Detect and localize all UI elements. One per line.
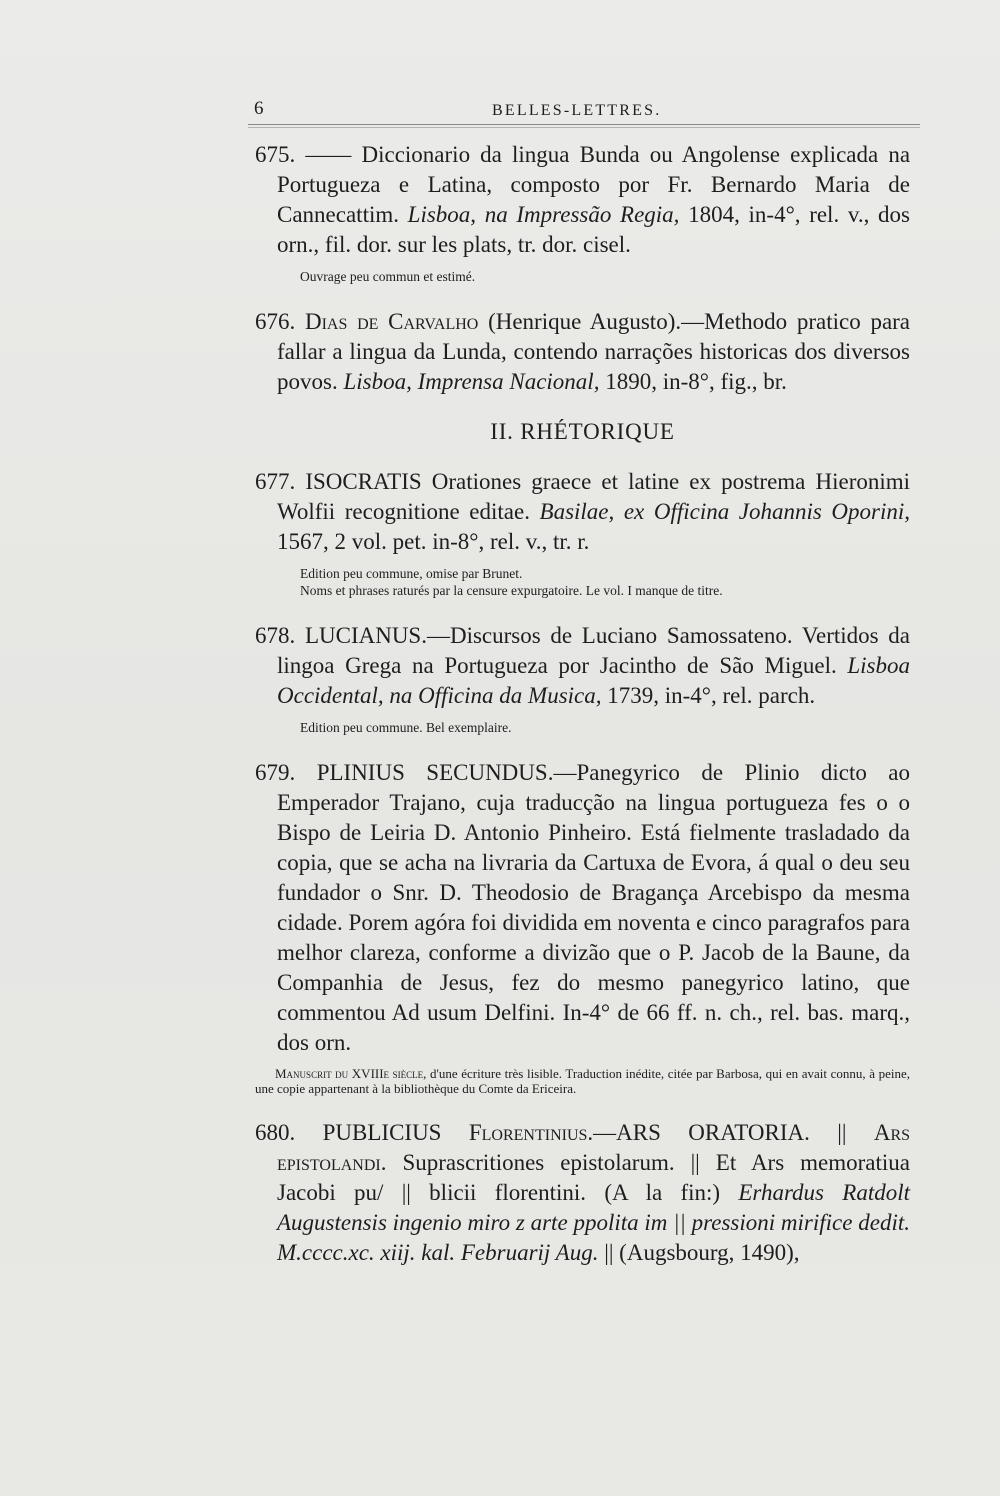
entry-679 [255,758,910,1096]
entry-number: 675 . [255,142,305,167]
section-title: II. RHÉTORIQUE [490,419,675,444]
entry-text [255,621,910,711]
entry-note: Edition peu commune. Bel exemplaire. [300,720,512,735]
entry-title: Diccionario da lingua Bunda ou Angolense explicada na Portugueza e Latina, composto por Fr. Bernardo Maria de Cannecattim. [277,142,911,227]
entry-note: Edition peu commune, omise par Brunet. [300,566,523,581]
entry-note: Ouvrage peu commun et estimé. [300,269,476,284]
entry-imprint: Lisboa, na Impressão Regia, [407,202,680,227]
entry-title: Orationes graece et latine ex postrema Hieronimi Wolfii recognitione editae. [277,469,911,524]
entry-author: PUBLICIUS [322,1120,442,1145]
entry-subtitle: Ars epistolandi. [277,1120,911,1175]
entry-number: 678 . [255,623,305,648]
entry-details: 1890, in-8°, fig., br. [605,369,787,394]
entry-note-text: d'une écriture très lisible. Traduction inédite, citée par Barbosa, qui en avait connu, à peine, une copie appartenant à la bibliothèque du Comte da Ericeira. [255,1066,911,1096]
entry-note-lead: Manuscrit du XVIIIe siècle, [275,1066,427,1081]
entry-note [255,1066,910,1096]
entry-note: Noms et phrases raturés par la censure expurgatoire. Le vol. I manque de titre. [300,583,723,598]
running-head: BELLES-LETTRES. [492,102,662,119]
entry-author: ISOCRATIS [305,469,422,494]
entry-dash: —— [305,142,352,167]
entry-677 [255,467,910,599]
entry-details: 1739, in-4°, rel. parch. [607,683,816,708]
entry-author: PLINIUS SECUNDUS. [316,760,554,785]
entry-680 [255,1118,910,1268]
entry-number: 677 . [255,469,305,494]
entry-details: 1804, in-4°, rel. v., dos orn., fil. dor. sur les plats, tr. dor. cisel. [277,202,910,257]
entry-text [255,467,910,557]
entry-author-name: Florentinius. [468,1120,594,1145]
entry-number: 680 . [255,1120,323,1145]
entry-text [255,140,910,260]
entry-imprint: Lisboa, Imprensa Nacional, [343,369,600,394]
entry-text-body: Suprascritiones epistolarum. || Et Ars memoratiua Jacobi pu/ || blicii florentini. (A la fin:) [277,1150,911,1205]
page-header [248,96,920,130]
entry-title: —Methodo pratico para fallar a lingua da Lunda, contendo narrações historicas dos diversos povos. [277,309,911,394]
entry-imprint: Lisboa Occidental, na Officina da Musica, [277,653,911,708]
entry-title: —Panegyrico de Plinio dicto ao Emperador Trajano, cuja traducção na lingua portugueza fes o o Bispo de Leiria D. Antonio Pinheiro. Está fielmente trasladado da copia, que se acha na livraria da Cartuxa de Evora, á qual o deu seu fundador o Snr. D. Theodosio de Bragança Arcebispo da mesma cidade. Porem agóra foi dividida em noventa e cinco paragrafos para melhor clareza, conforme a divizão que o P. Jacob de la Baune, da Companhia de Jesus, fez do mesmo panegyrico latino, que commentou Ad usum Delfini. In-4° de 66 ff. n. ch., rel. bas. marq., dos orn. [277,760,910,1055]
catalogue-body [255,140,910,1290]
entry-details: || (Augsbourg, 1490), [604,1240,800,1265]
entry-imprint: Erhardus Ratdolt Augustensis ingenio miro z arte ppolita im || pressioni mirifice dedit. M.cccc.xc. xiij. kal. Februarij Aug. [277,1180,911,1265]
entry-title: —Discursos de Luciano Samossateno. Vertidos da lingoa Grega na Portugueza por Jacintho de São Miguel. [277,623,910,678]
header-rule [248,124,920,128]
entry-author-rest: (Henrique Augusto). [488,309,682,334]
entry-number: 679 . [255,760,317,785]
entry-details: 1567, 2 vol. pet. in-8°, rel. v., tr. r. [277,529,590,554]
page-number: 6 [254,98,264,119]
entry-imprint: Basilae, ex Officina Johannis Oporini, [539,499,910,524]
entry-title: —ARS ORATORIA. [593,1120,810,1145]
entry-text [255,758,910,1058]
entry-number: 676 . [255,309,305,334]
entry-678 [255,621,910,736]
entry-676 [255,307,910,397]
entry-text [255,1118,910,1268]
entry-author: LUCIANUS. [304,623,427,648]
entry-text [255,307,910,397]
entry-675 [255,140,910,285]
entry-separator: || [837,1120,847,1145]
entry-author: Dias de Carvalho [304,309,479,334]
